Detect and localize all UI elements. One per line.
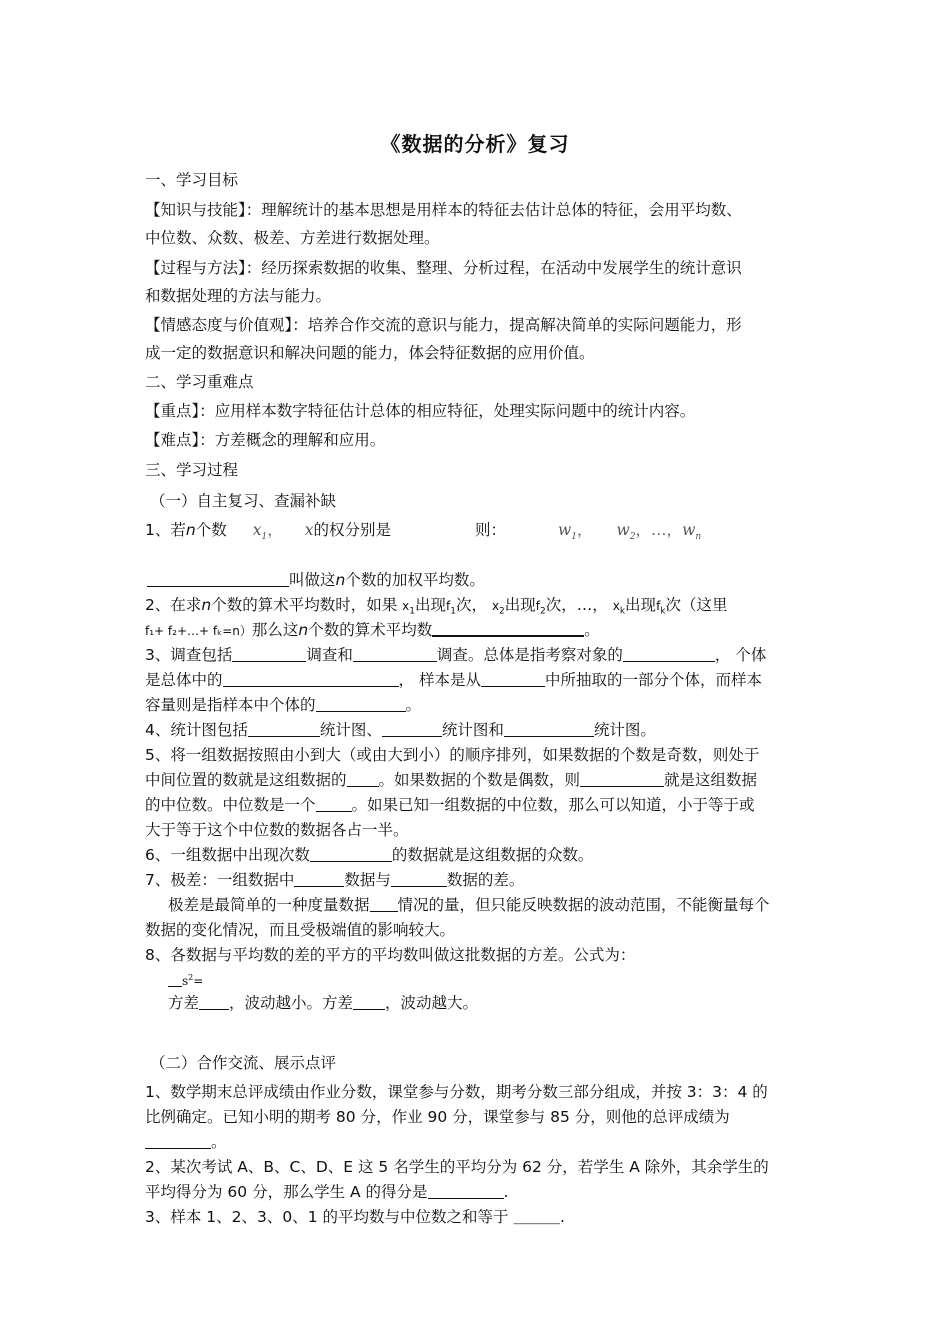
section-3-heading: 三、学习过程: [145, 461, 239, 479]
blank[interactable]: [316, 796, 352, 812]
question-5-line-1: 5、将一组数据按照由小到大（或由大到小）的顺序排列，如果数据的个数是奇数，则处于: [145, 746, 760, 764]
blank[interactable]: [353, 994, 385, 1010]
blank[interactable]: [199, 994, 229, 1010]
section-1-heading: 一、学习目标: [145, 171, 239, 189]
process-label: 【过程与方法】: [145, 259, 246, 277]
subsection-2-heading: （二）合作交流、展示点评: [150, 1054, 337, 1072]
question-3-line-3: 容量则是指样本中个体的 。: [145, 696, 422, 714]
blank[interactable]: [147, 571, 289, 587]
exercise-2-line-1: 2、某次考试 A、B、C、D、E 这 5 名学生的平均分为 62 分，若学生 A 除外，其余学生的: [145, 1158, 769, 1176]
question-3-line-2: 是总体中的 ， 样本是从 中所抽取的一部分个体，而样本: [145, 671, 762, 689]
blank[interactable]: [428, 1183, 504, 1199]
blank[interactable]: [391, 871, 447, 887]
blank[interactable]: [370, 896, 398, 912]
blank[interactable]: [623, 646, 715, 662]
knowledge-line-1: 【知识与技能】：理解统计的基本思想是用样本的特征去估计总体的特征，会用平均数、: [145, 201, 742, 219]
exercise-1-line-1: 1、数学期末总评成绩由作业分数，课堂参与分数，期考分数三部分组成，并按 3：3：4 的: [145, 1083, 768, 1101]
blank[interactable]: [580, 771, 664, 787]
question-2-line-2: f₁+ f₂+…+ fₖ=n）那么这n个数的算术平均数 。: [145, 621, 600, 639]
blank[interactable]: [232, 646, 306, 662]
question-5-line-4: 大于等于这个中位数的数据各占一半。: [145, 821, 409, 839]
blank[interactable]: [223, 671, 399, 687]
question-8-line-1: 8、各数据与平均数的差的平方的平均数叫做这批数据的方差。公式为：: [145, 946, 636, 964]
difficulty-label: 【难点】: [145, 431, 200, 449]
page-title: 《数据的分析》复习: [380, 132, 570, 156]
question-7-line-1: 7、极差：一组数据中 数据与 数据的差。: [145, 871, 525, 889]
variance-formula: $s^2=$: [168, 968, 203, 991]
blank[interactable]: [382, 721, 442, 737]
emotion-label: 【情感态度与价值观】: [145, 316, 293, 334]
blank[interactable]: [481, 671, 545, 687]
blank[interactable]: [347, 771, 379, 787]
question-1-line-1: 1、若n个数 $x_1$， x的权分别是 则： $w_1$， $w_2$，…，$w_n$: [145, 521, 702, 543]
question-2-line-1: 2、在求n个数的算术平均数时，如果 $x_1$出现$f_1$次， $x_2$出现$f_2$次，…， $x_k$出现$f_k$次（这里: [145, 596, 728, 617]
exercise-2-line-2: 平均得分为 60 分，那么学生 A 的得分是 .: [145, 1183, 509, 1201]
section-2-heading: 二、学习重难点: [145, 373, 254, 391]
knowledge-line-2: 中位数、众数、极差、方差进行数据处理。: [145, 229, 440, 247]
question-7-line-2: 极差是最简单的一种度量数据 情况的量，但只能反映数据的波动范围，不能衡量每个: [168, 896, 770, 914]
blank[interactable]: [145, 1133, 211, 1149]
exercise-3-line: 3、样本 1、2、3、0、1 的平均数与中位数之和等于 ＿＿＿.: [145, 1208, 565, 1226]
question-5-line-2: 中间位置的数就是这组数据的 。如果数据的个数是偶数，则 就是这组数据: [145, 771, 758, 789]
difficulty-line: 【难点】：方差概念的理解和应用。: [145, 431, 386, 449]
question-8-line-3: 方差 ，波动越小。方差 ，波动越大。: [168, 994, 479, 1012]
question-7-line-3: 数据的变化情况，而且受极端值的影响较大。: [145, 921, 456, 939]
subsection-1-heading: （一）自主复习、查漏补缺: [150, 492, 337, 510]
blank[interactable]: [353, 646, 437, 662]
knowledge-label: 【知识与技能】: [145, 201, 246, 219]
blank[interactable]: [504, 721, 594, 737]
blank[interactable]: [316, 696, 406, 712]
blank[interactable]: [294, 871, 344, 887]
blank[interactable]: ＿＿＿.: [513, 1208, 565, 1226]
question-3-line-1: 3、调查包括 调查和 调查。总体是指考察对象的 ， 个体: [145, 646, 767, 664]
blank[interactable]: [432, 620, 584, 637]
process-line-1: 【过程与方法】：经历探索数据的收集、整理、分析过程，在活动中发展学生的统计意识: [145, 259, 742, 277]
exercise-1-line-3: 。: [145, 1132, 227, 1152]
emotion-line-2: 成一定的数据意识和解决问题的能力，体会特征数据的应用价值。: [145, 344, 595, 362]
question-4-line: 4、统计图包括 统计图、 统计图和 统计图。: [145, 721, 656, 739]
exercise-1-line-2: 比例确定。已知小明的期考 80 分，作业 90 分，课堂参与 85 分，则他的总评成绩为: [145, 1108, 730, 1126]
blank[interactable]: [248, 721, 320, 737]
emotion-line-1: 【情感态度与价值观】：培养合作交流的意识与能力，提高解决简单的实际问题能力，形: [145, 316, 742, 334]
blank[interactable]: [310, 846, 392, 862]
process-line-2: 和数据处理的方法与能力。: [145, 287, 332, 305]
key-point-line: 【重点】：应用样本数字特征估计总体的相应特征，处理实际问题中的统计内容。: [145, 402, 696, 420]
question-5-line-3: 的中位数。中位数是一个 。如果已知一组数据的中位数，那么可以知道，小于等于或: [145, 796, 755, 814]
question-1-line-2: 叫做这n个数的加权平均数。: [147, 570, 485, 590]
key-point-label: 【重点】: [145, 402, 200, 420]
question-6-line: 6、一组数据中出现次数 的数据就是这组数据的众数。: [145, 846, 594, 864]
